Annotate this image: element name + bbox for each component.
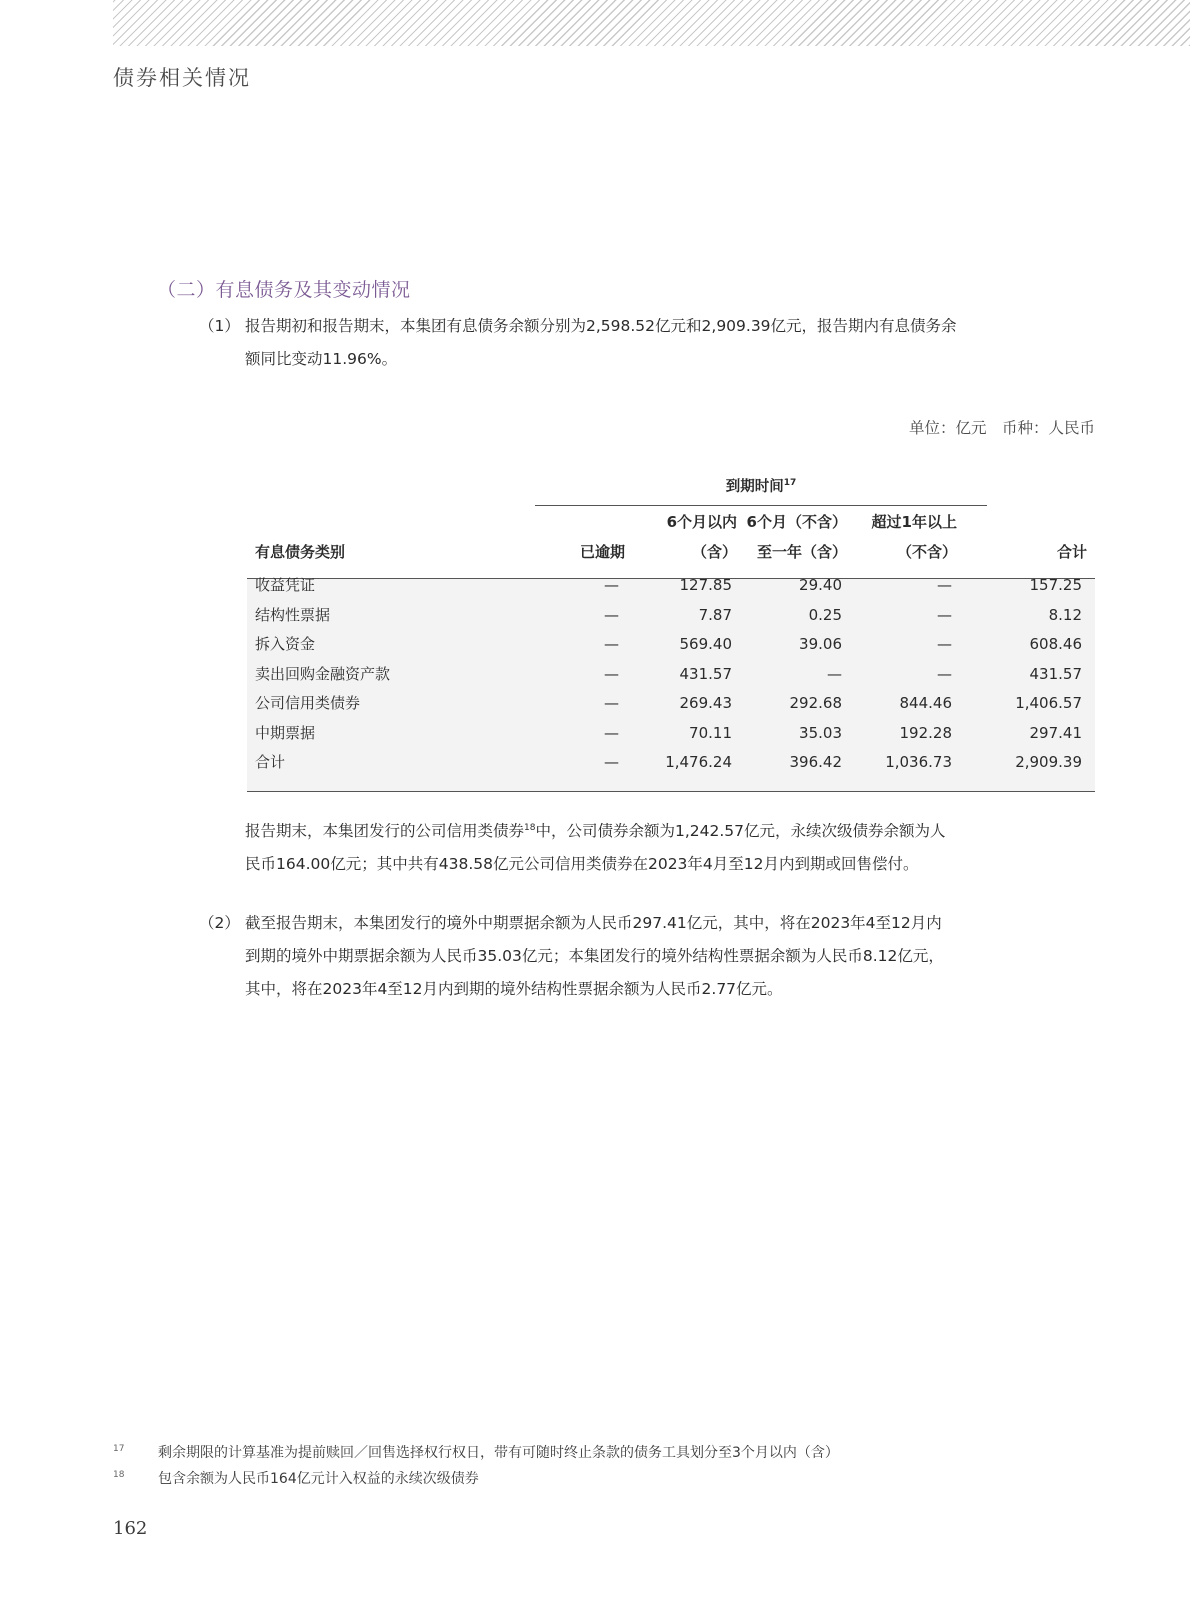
col-header-within-6-line-2: （含） [691, 543, 737, 561]
row-over-1: — [937, 576, 952, 594]
maturity-group-label: 到期时间 [725, 479, 784, 495]
credit-bond-paragraph [245, 815, 1105, 881]
footnotes [113, 1440, 839, 1492]
footnote-mark: 18 [113, 1470, 125, 1480]
item-2-line-1: 截至报告期末，本集团发行的境外中期票据余额为人民币297.41亿元，其中，将在2023年4至12月内 [245, 914, 942, 932]
col-header-over-1-year [847, 507, 957, 567]
row-overdue: — [604, 605, 619, 624]
item-1-line-2: 额同比变动11.96%。 [245, 350, 398, 368]
row-over-1: 1,036.73 [885, 753, 952, 771]
table-row [247, 719, 1095, 749]
row-category: 公司信用类债券 [255, 694, 361, 712]
row-overdue: — [604, 694, 619, 712]
col-header-over-1-line-1: 超过1年以上 [871, 513, 957, 531]
page-number: 162 [113, 1518, 148, 1539]
row-overdue: — [604, 635, 619, 653]
running-header-title: 债券相关情况 [113, 66, 251, 90]
row-6-to-12: 29.40 [799, 576, 842, 594]
credit-bond-line-1 [245, 815, 1105, 848]
row-6-to-12: 396.42 [789, 753, 842, 771]
row-over-1: — [937, 664, 952, 683]
row-within-6: 1,476.24 [665, 753, 732, 771]
item-2-number: （2） [199, 914, 240, 932]
item-2-line-2: 到期的境外中期票据余额为人民币35.03亿元；本集团发行的境外结构性票据余额为人民币8.12亿元， [245, 947, 944, 965]
row-over-1: — [937, 605, 952, 624]
row-total: 157.25 [1029, 576, 1082, 594]
row-6-to-12: 0.25 [808, 605, 842, 624]
table-row [247, 571, 1095, 601]
item-2-paragraph [199, 907, 1105, 1006]
item-1-paragraph [199, 310, 1105, 376]
item-2-line-3: 其中，将在2023年4至12月内到期的境外结构性票据余额为人民币2.77亿元。 [245, 980, 783, 998]
table-row [247, 660, 1095, 690]
row-within-6: 127.85 [679, 576, 732, 594]
row-total: 8.12 [1048, 605, 1082, 624]
credit-bond-line-2: 民币164.00亿元；其中共有438.58亿元公司信用类债券在2023年4月至12月内到期或回售偿付。 [245, 855, 919, 873]
row-category: 拆入资金 [255, 635, 316, 653]
row-total: 1,406.57 [1015, 694, 1082, 712]
footnote-ref-18: 18 [524, 822, 536, 833]
item-1-line-1: 报告期初和报告期末，本集团有息债务余额分别为2,598.52亿元和2,909.39亿元，报告期内有息债务余 [245, 317, 957, 335]
row-overdue: — [604, 723, 619, 742]
row-over-1: — [937, 635, 952, 653]
footnote-mark: 17 [113, 1444, 125, 1454]
row-overdue: — [604, 664, 619, 683]
row-6-to-12: 292.68 [789, 694, 842, 712]
col-header-6-to-12-line-1: 6个月（不含） [746, 513, 847, 531]
row-over-1: 192.28 [899, 723, 952, 742]
row-within-6: 569.40 [679, 635, 732, 653]
row-6-to-12: 39.06 [799, 635, 842, 653]
col-header-category: 有息债务类别 [255, 543, 346, 561]
row-category: 收益凭证 [255, 576, 316, 594]
unit-currency-note: 单位：亿元 币种：人民币 [908, 419, 1095, 437]
credit-bond-line-1-b: 中，公司债券余额为1,242.57亿元，永续次级债券余额为人 [535, 822, 946, 840]
col-header-within-6-months [632, 507, 737, 567]
item-1-number: （1） [199, 317, 240, 335]
row-within-6: 70.11 [689, 723, 732, 742]
row-total: 297.41 [1029, 723, 1082, 742]
footnote-17 [113, 1440, 839, 1466]
row-category: 合计 [255, 753, 286, 771]
col-header-over-1-line-2: （不含） [896, 543, 957, 561]
footnote-18 [113, 1466, 839, 1492]
row-over-1: 844.46 [899, 694, 952, 712]
section-title: （二）有息债务及其变动情况 [157, 279, 411, 301]
row-6-to-12: 35.03 [799, 723, 842, 742]
footnote-ref-17: 17 [783, 478, 797, 489]
row-overdue: — [604, 576, 619, 594]
credit-bond-line-1-a: 报告期末，本集团发行的公司信用类债券 [245, 822, 525, 840]
table-row [247, 630, 1095, 660]
table-total-row [247, 748, 1095, 778]
footnote-text: 包含余额为人民币164亿元计入权益的永续次级债券 [158, 1471, 479, 1487]
row-6-to-12: — [827, 664, 842, 683]
footnote-text: 剩余期限的计算基准为提前赎回／回售选择权行权日，带有可随时终止条款的债务工具划分至3个月以内（含） [158, 1445, 839, 1461]
row-total: 608.46 [1029, 635, 1082, 653]
col-header-6-to-12-line-2: 至一年（含） [756, 543, 847, 561]
col-header-overdue: 已逾期 [579, 543, 625, 561]
header-hatch-band [113, 0, 1190, 46]
maturity-group-header [535, 475, 987, 506]
row-total: 2,909.39 [1015, 753, 1082, 771]
row-total: 431.57 [1029, 664, 1082, 683]
table-row [247, 689, 1095, 719]
col-header-6-to-12-months [737, 507, 847, 567]
row-category: 结构性票据 [255, 605, 331, 624]
row-within-6: 269.43 [679, 694, 732, 712]
col-header-within-6-line-1: 6个月以内 [666, 513, 737, 531]
row-overdue: — [604, 753, 619, 771]
row-category: 中期票据 [255, 723, 316, 742]
row-within-6: 7.87 [698, 605, 732, 624]
row-within-6: 431.57 [679, 664, 732, 683]
table-bottom-rule [247, 791, 1095, 792]
col-header-total: 合计 [1056, 543, 1087, 561]
table-row [247, 601, 1095, 631]
row-category: 卖出回购金融资产款 [255, 664, 391, 683]
